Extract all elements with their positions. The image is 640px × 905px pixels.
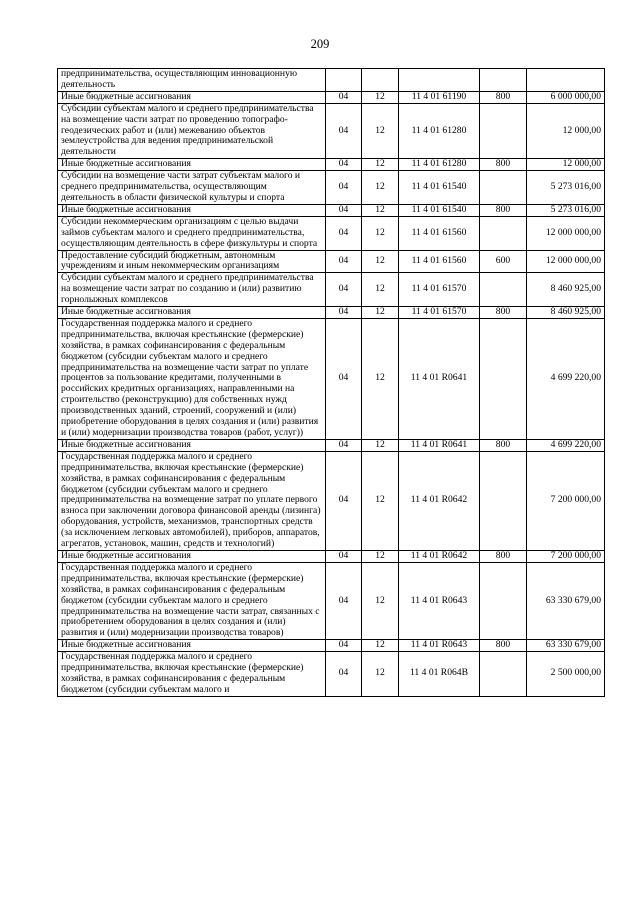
subsection-code-cell: 12: [362, 439, 399, 451]
target-article-cell: 11 4 01 R0641: [399, 318, 480, 439]
amount-cell: [527, 69, 605, 92]
table-row: [58, 273, 605, 307]
subsection-code-cell: 12: [362, 318, 399, 439]
expense-name-cell: Субсидии некоммерческим организациям с целью выдачи займов субъектам малого и среднего предпринимательства, осуществляющим деятельность в сфере физкультуры и спорта: [58, 216, 326, 250]
expense-type-cell: [480, 562, 527, 639]
expense-name-cell: Иные бюджетные ассигнования: [58, 307, 326, 319]
target-article-cell: 11 4 01 61540: [399, 204, 480, 216]
subsection-code-cell: 12: [362, 91, 399, 103]
section-code-cell: 04: [326, 250, 362, 273]
subsection-code-cell: 12: [362, 562, 399, 639]
expense-name-cell: Иные бюджетные ассигнования: [58, 204, 326, 216]
subsection-code-cell: 12: [362, 216, 399, 250]
section-code-cell: [326, 69, 362, 92]
section-code-cell: 04: [326, 159, 362, 171]
table-row: [58, 204, 605, 216]
subsection-code-cell: 12: [362, 250, 399, 273]
expense-type-cell: [480, 652, 527, 697]
target-article-cell: 11 4 01 61190: [399, 91, 480, 103]
target-article-cell: 11 4 01 R0643: [399, 640, 480, 652]
target-article-cell: 11 4 01 61560: [399, 250, 480, 273]
expense-name-cell: Иные бюджетные ассигнования: [58, 159, 326, 171]
table-row: [58, 640, 605, 652]
table-row: [58, 91, 605, 103]
table-row: [58, 171, 605, 205]
subsection-code-cell: 12: [362, 451, 399, 550]
section-code-cell: 04: [326, 171, 362, 205]
subsection-code-cell: [362, 69, 399, 92]
expense-name-cell: Государственная поддержка малого и среднего предпринимательства, включая крестьянские (фермерские) хозяйства, в рамках софинансирования с федеральным бюджетом (субсидии субъектам малого и среднего предпринимательства на возмещение затрат по уплате первого взноса при заключении договора финансовой аренды (лизинга) оборудования, устройств, механизмов, транспортных средств (за исключением легковых автомобилей), приборов, аппаратов, агрегатов, установок, машин, средств и технологий): [58, 451, 326, 550]
expense-type-cell: [480, 318, 527, 439]
amount-cell: 7 200 000,00: [527, 550, 605, 562]
section-code-cell: 04: [326, 550, 362, 562]
expense-type-cell: [480, 171, 527, 205]
section-code-cell: 04: [326, 652, 362, 697]
table-row: [58, 216, 605, 250]
expense-name-cell: Субсидии субъектам малого и среднего предпринимательства на возмещение части затрат по созданию и (или) развитию горнолыжных комплексов: [58, 273, 326, 307]
target-article-cell: 11 4 01 61540: [399, 171, 480, 205]
expense-name-cell: Предоставление субсидий бюджетным, автономным учреждениям и иным некоммерческим организациям: [58, 250, 326, 273]
amount-cell: 12 000 000,00: [527, 216, 605, 250]
expense-type-cell: [480, 273, 527, 307]
amount-cell: 63 330 679,00: [527, 640, 605, 652]
amount-cell: 12 000,00: [527, 159, 605, 171]
amount-cell: 12 000 000,00: [527, 250, 605, 273]
subsection-code-cell: 12: [362, 204, 399, 216]
amount-cell: 8 460 925,00: [527, 307, 605, 319]
table-row: [58, 307, 605, 319]
section-code-cell: 04: [326, 439, 362, 451]
expense-name-cell: Субсидии на возмещение части затрат субъектам малого и среднего предпринимательства, осуществляющим деятельность в области физической культуры и спорта: [58, 171, 326, 205]
target-article-cell: 11 4 01 R0642: [399, 550, 480, 562]
amount-cell: 12 000,00: [527, 103, 605, 159]
subsection-code-cell: 12: [362, 273, 399, 307]
target-article-cell: 11 4 01 61570: [399, 273, 480, 307]
table-row: [58, 69, 605, 92]
amount-cell: 8 460 925,00: [527, 273, 605, 307]
expense-type-cell: 800: [480, 307, 527, 319]
expense-name-cell: Иные бюджетные ассигнования: [58, 91, 326, 103]
page-number: 209: [310, 37, 330, 51]
expense-name-cell: предпринимательства, осуществляющим инновационную деятельность: [58, 69, 326, 92]
subsection-code-cell: 12: [362, 159, 399, 171]
expense-type-cell: [480, 451, 527, 550]
expense-type-cell: 800: [480, 159, 527, 171]
amount-cell: 5 273 016,00: [527, 204, 605, 216]
section-code-cell: 04: [326, 103, 362, 159]
section-code-cell: 04: [326, 273, 362, 307]
expense-name-cell: Субсидии субъектам малого и среднего предпринимательства на возмещение части затрат по проведению топографо-геодезических работ и (или) межеванию объектов землеустройства для ведения предпринимательской деятельности: [58, 103, 326, 159]
subsection-code-cell: 12: [362, 171, 399, 205]
expense-type-cell: [480, 103, 527, 159]
target-article-cell: 11 4 01 R0643: [399, 562, 480, 639]
expense-name-cell: Иные бюджетные ассигнования: [58, 439, 326, 451]
section-code-cell: 04: [326, 562, 362, 639]
target-article-cell: 11 4 01 61280: [399, 103, 480, 159]
amount-cell: 63 330 679,00: [527, 562, 605, 639]
target-article-cell: 11 4 01 61570: [399, 307, 480, 319]
amount-cell: 7 200 000,00: [527, 451, 605, 550]
expense-type-cell: 800: [480, 204, 527, 216]
subsection-code-cell: 12: [362, 550, 399, 562]
table-row: [58, 451, 605, 550]
amount-cell: 5 273 016,00: [527, 171, 605, 205]
section-code-cell: 04: [326, 91, 362, 103]
expense-type-cell: [480, 69, 527, 92]
amount-cell: 6 000 000,00: [527, 91, 605, 103]
section-code-cell: 04: [326, 307, 362, 319]
target-article-cell: 11 4 01 R0641: [399, 439, 480, 451]
table-row: [58, 103, 605, 159]
expense-type-cell: 800: [480, 439, 527, 451]
budget-table: [57, 68, 605, 697]
expense-name-cell: Государственная поддержка малого и среднего предпринимательства, включая крестьянские (фермерские) хозяйства, в рамках софинансирования с федеральным бюджетом (субсидии субъектам малого и среднего предпринимательства на возмещение части затрат, связанных с приобретением оборудования в целях создания и (или) развития и (или) модернизации производства товаров): [58, 562, 326, 639]
amount-cell: 2 500 000,00: [527, 652, 605, 697]
expense-type-cell: 800: [480, 640, 527, 652]
expense-name-cell: Иные бюджетные ассигнования: [58, 550, 326, 562]
subsection-code-cell: 12: [362, 652, 399, 697]
table-row: [58, 562, 605, 639]
table-row: [58, 159, 605, 171]
expense-type-cell: 600: [480, 250, 527, 273]
expense-type-cell: [480, 216, 527, 250]
section-code-cell: 04: [326, 640, 362, 652]
table-row: [58, 250, 605, 273]
expense-name-cell: Иные бюджетные ассигнования: [58, 640, 326, 652]
amount-cell: 4 699 220,00: [527, 318, 605, 439]
table-row: [58, 550, 605, 562]
section-code-cell: 04: [326, 451, 362, 550]
subsection-code-cell: 12: [362, 103, 399, 159]
section-code-cell: 04: [326, 318, 362, 439]
table-row: [58, 439, 605, 451]
expense-name-cell: Государственная поддержка малого и среднего предпринимательства, включая крестьянские (фермерские) хозяйства, в рамках софинансирования с федеральным бюджетом (субсидии субъектам малого и: [58, 652, 326, 697]
target-article-cell: [399, 69, 480, 92]
section-code-cell: 04: [326, 204, 362, 216]
target-article-cell: 11 4 01 61280: [399, 159, 480, 171]
amount-cell: 4 699 220,00: [527, 439, 605, 451]
subsection-code-cell: 12: [362, 307, 399, 319]
subsection-code-cell: 12: [362, 640, 399, 652]
expense-name-cell: Государственная поддержка малого и среднего предпринимательства, включая крестьянские (фермерские) хозяйства, в рамках софинансирования с федеральным бюджетом (субсидии субъектам малого и среднего предпринимательства на возмещение части затрат по уплате процентов за пользование кредитами, полученными в российских кредитных организациях, направленными на строительство (реконструкцию) для собственных нужд производственных зданий, строений, сооружений и (или) приобретение оборудования в целях создания и (или) развития и (или) модернизации производства товаров (работ, услуг)): [58, 318, 326, 439]
table-row: [58, 652, 605, 697]
target-article-cell: 11 4 01 61560: [399, 216, 480, 250]
table-row: [58, 318, 605, 439]
expense-type-cell: 800: [480, 550, 527, 562]
target-article-cell: 11 4 01 R064В: [399, 652, 480, 697]
target-article-cell: 11 4 01 R0642: [399, 451, 480, 550]
section-code-cell: 04: [326, 216, 362, 250]
expense-type-cell: 800: [480, 91, 527, 103]
